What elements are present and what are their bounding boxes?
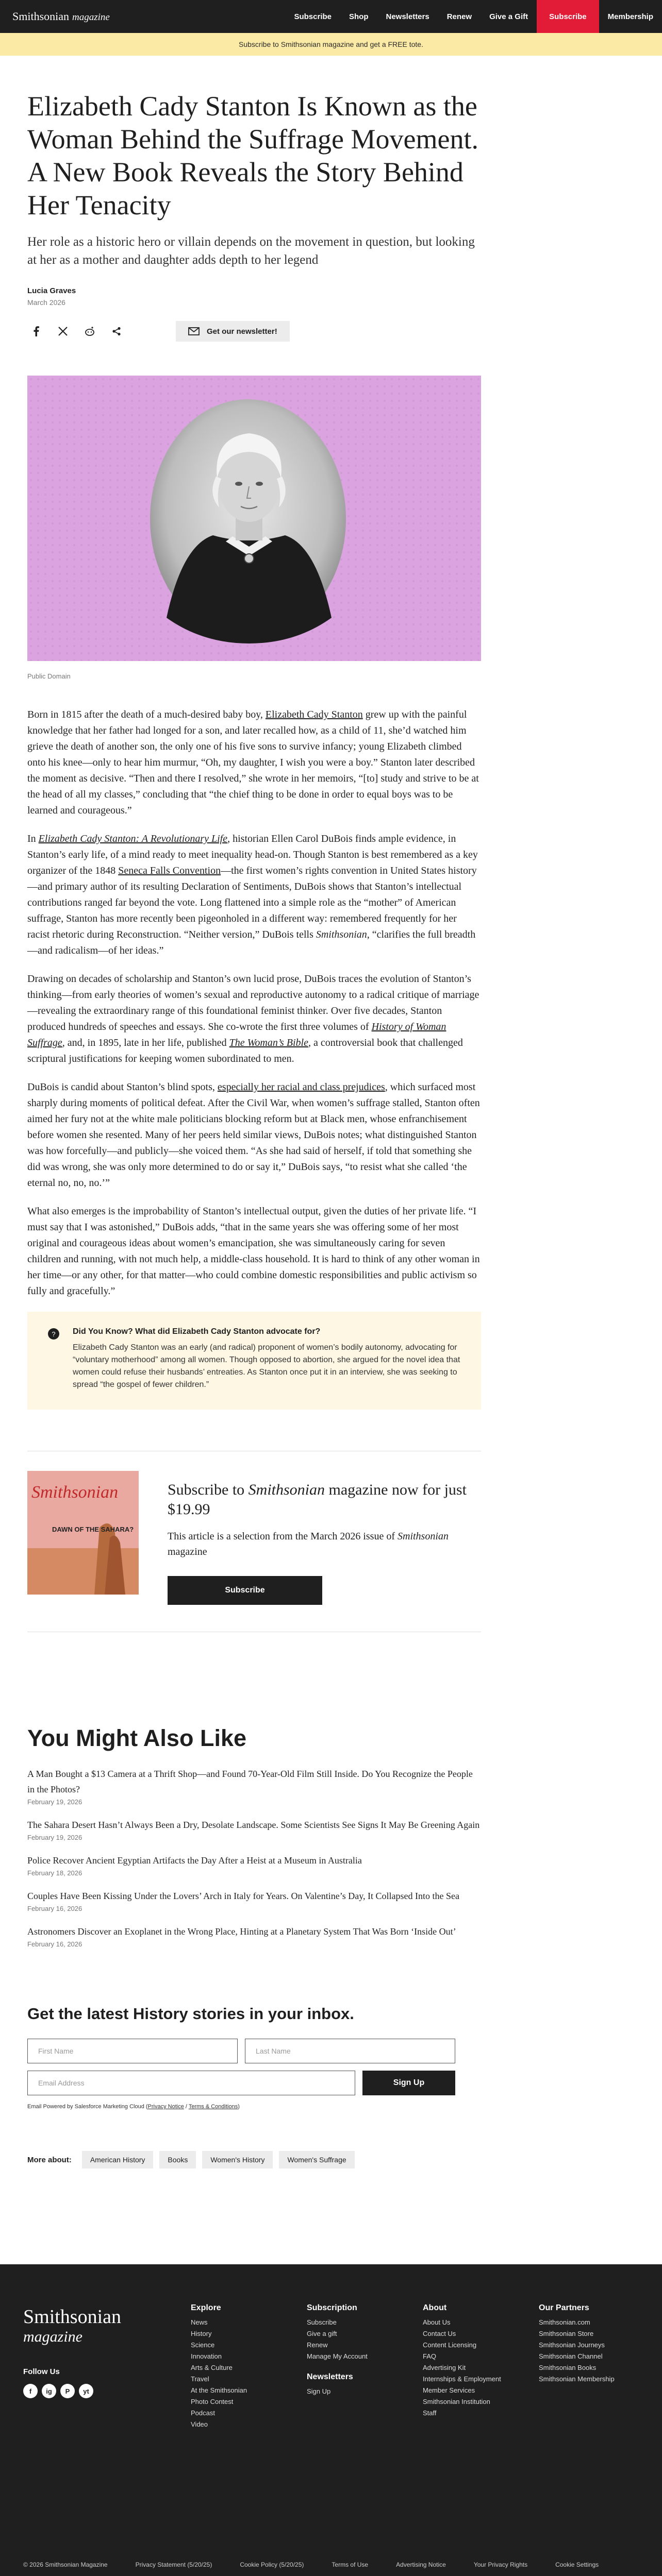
link-book[interactable]: Elizabeth Cady Stanton: A Revolutionary Life — [38, 833, 228, 844]
tag-womens-history[interactable]: Women's History — [202, 2151, 273, 2168]
footer — [0, 2264, 662, 2576]
ymal-item-title[interactable]: The Sahara Desert Hasn’t Always Been a Dry, Desolate Landscape. Some Scientists See Signs It May Be Greening Again — [27, 1820, 480, 1830]
copyright: © 2026 Smithsonian Magazine — [23, 2561, 108, 2568]
footer-link[interactable]: Member Services — [423, 2386, 475, 2394]
footer-link[interactable]: Video — [191, 2420, 208, 2428]
footer-link[interactable]: Internships & Employment — [423, 2375, 501, 2383]
name-row — [27, 2039, 455, 2063]
footer-link[interactable]: Photo Contest — [191, 2398, 234, 2405]
logo-main: Smithsonian — [12, 10, 70, 23]
text: , a controversial book that challenged scriptural justifications for keeping women subordinated to men. — [27, 1037, 463, 1064]
paragraph — [27, 831, 481, 959]
text: , “clarifies the full breadth—and radicalism—of her ideas.” — [27, 929, 476, 956]
author[interactable]: Lucia Graves — [27, 286, 76, 295]
nav-newsletters[interactable]: Newsletters — [386, 12, 429, 21]
footer-link[interactable]: Smithsonian Books — [539, 2364, 597, 2371]
footer-link[interactable]: Arts & Culture — [191, 2364, 233, 2371]
text-em: Smithsonian — [398, 1531, 449, 1542]
article-body — [27, 707, 481, 1299]
terms-link[interactable]: Terms & Conditions — [188, 2104, 238, 2110]
ymal-title: You Might Also Like — [27, 1725, 246, 1751]
footer-link[interactable]: Contact Us — [423, 2330, 456, 2337]
magazine-cover[interactable] — [27, 1471, 139, 1595]
list-item[interactable] — [27, 1766, 481, 1806]
footer-link[interactable]: Smithsonian.com — [539, 2318, 590, 2326]
footer-link[interactable]: News — [191, 2318, 208, 2326]
sign-up-button[interactable]: Sign Up — [362, 2071, 455, 2095]
text: magazine — [168, 1546, 207, 1557]
facebook-icon[interactable] — [27, 323, 45, 340]
cover-brand: Smithsonian — [31, 1483, 119, 1502]
footer-link[interactable]: Manage My Account — [307, 2352, 368, 2360]
logo[interactable] — [12, 10, 110, 23]
newsletter-signup — [27, 2005, 455, 2110]
subscribe-title — [168, 1480, 481, 1519]
footer-logo[interactable] — [23, 2308, 121, 2346]
footer-col-title: Our Partners — [539, 2303, 589, 2312]
footer-logo-sub: magazine — [23, 2328, 82, 2345]
cookie-policy-link[interactable]: Cookie Policy (5/20/25) — [240, 2561, 304, 2568]
paragraph: What also emerges is the improbability of Stanton’s intellectual output, given the duties of her private life. “I must say that I was astonished,” DuBois adds, “that in the same years she was offering some of her most original and courageous ideas about women’s emancipation, she was simultaneously caring for seven children and running, with not much help, a middle-class household. It is hard to think of any other woman in her time—or any other, for that matter—who could combine domestic responsibilities and public activism so fully and gracefully.” — [27, 1206, 480, 1297]
link-womans-bible[interactable]: The Woman’s Bible — [229, 1037, 308, 1048]
text: Subscribe to — [168, 1481, 249, 1498]
nav-subscribe[interactable]: Subscribe — [294, 12, 332, 21]
text: Email Powered by Salesforce Marketing Cloud ( — [27, 2104, 148, 2110]
callout-text: Elizabeth Cady Stanton was an early (and radical) proponent of women’s bodily autonomy, advocating for “voluntary motherhood” among all women. Though opposed to abortion, she argued for the novel idea that women could refuse their husbands’ entreaties. As Stanton once put it in an interview, she was seeking to spread “the gospel of fewer children.” — [73, 1343, 460, 1389]
footer-link[interactable]: Innovation — [191, 2352, 222, 2360]
newsletter-button[interactable] — [176, 321, 290, 342]
email-row — [27, 2071, 455, 2095]
subscribe-box-button[interactable]: Subscribe — [168, 1576, 322, 1605]
newsletter-button-label: Get our newsletter! — [207, 327, 277, 336]
text-em: Smithsonian — [316, 929, 367, 940]
footer-link[interactable]: History — [191, 2330, 212, 2337]
ymal-item-date: February 16, 2026 — [27, 1940, 82, 1948]
ymal-list — [27, 1766, 481, 1948]
footer-link[interactable]: Smithsonian Journeys — [539, 2341, 605, 2349]
image-credit: Public Domain — [27, 672, 71, 680]
ymal-item-date: February 19, 2026 — [27, 1798, 82, 1806]
subscribe-button[interactable]: Subscribe — [537, 0, 599, 33]
link-stanton[interactable]: Elizabeth Cady Stanton — [265, 709, 363, 720]
subscribe-box — [27, 1451, 481, 1632]
footer-link[interactable]: Smithsonian Channel — [539, 2352, 603, 2360]
cookie-settings-link[interactable]: Cookie Settings — [555, 2561, 599, 2568]
privacy-notice-link[interactable]: Privacy Notice — [147, 2104, 184, 2110]
footer-link[interactable]: Travel — [191, 2375, 209, 2383]
nav-links — [285, 0, 662, 33]
cover-headline: DAWN OF THE SAHARA? — [52, 1526, 134, 1533]
text: —the first women’s rights convention in United States history—and primary author of its resulting Declaration of Sentiments, DuBois shows that Stanton’s intellectual contributions ranged far beyond the vote. Long flattened into a simple role as the “mother” of American suffrage, Stanton has more recently been pigeonholed in a different way: remembered frequently for her racist rhetoric during Reconstruction. “Neither version,” DuBois tells — [27, 865, 477, 940]
footer-link[interactable]: Advertising Kit — [423, 2364, 466, 2371]
link-prejudices[interactable]: especially her racial and class prejudices — [217, 1081, 385, 1093]
ymal-item-title[interactable]: Astronomers Discover an Exoplanet in the Wrong Place, Hinting at a Planetary System That Was Born ‘Inside Out’ — [27, 1926, 456, 1937]
did-you-know-callout — [27, 1312, 481, 1410]
paragraph — [27, 971, 481, 1067]
nav-shop[interactable]: Shop — [349, 12, 369, 21]
last-name-input[interactable]: Last Name — [245, 2039, 455, 2063]
link-seneca-falls[interactable]: Seneca Falls Convention — [118, 865, 221, 876]
footer-link[interactable]: Smithsonian Membership — [539, 2375, 615, 2383]
footer-link[interactable]: Science — [191, 2341, 215, 2349]
list-item[interactable] — [27, 1888, 481, 1912]
newsletter-legal — [27, 2104, 455, 2110]
newsletter-title: Get the latest History stories in your inbox. — [27, 2005, 354, 2023]
subscribe-desc — [168, 1529, 481, 1560]
first-name-input[interactable]: First Name — [27, 2039, 238, 2063]
ymal-item-date: February 18, 2026 — [27, 1869, 82, 1877]
more-about-label: More about: — [27, 2155, 72, 2164]
text: In — [27, 833, 39, 844]
privacy-statement-link[interactable]: Privacy Statement (5/20/25) — [135, 2561, 212, 2568]
text: ) — [238, 2104, 240, 2110]
callout-title: Did You Know? What did Elizabeth Cady Stanton advocate for? — [73, 1327, 321, 1336]
text: DuBois is candid about Stanton’s blind spots, — [27, 1081, 218, 1093]
terms-of-use-link[interactable]: Terms of Use — [332, 2561, 369, 2568]
ymal-item-title[interactable]: Police Recover Ancient Egyptian Artifacts the Day After a Heist at a Museum in Australia — [27, 1855, 362, 1866]
footer-link[interactable]: At the Smithsonian — [191, 2386, 247, 2394]
nav-renew[interactable]: Renew — [446, 12, 472, 21]
text: Born in 1815 after the death of a much-desired baby boy, — [27, 709, 266, 720]
share-icon[interactable] — [108, 323, 125, 340]
more-about — [27, 2151, 662, 2168]
text-em: Smithsonian — [248, 1481, 325, 1498]
footer-col-title: Explore — [191, 2303, 221, 2312]
hero-image[interactable] — [27, 376, 481, 661]
publish-date: March 2026 — [27, 298, 65, 307]
list-item[interactable] — [27, 1924, 481, 1948]
logo-sub: magazine — [72, 12, 110, 23]
tag-books[interactable]: Books — [159, 2151, 196, 2168]
advertising-notice-link[interactable]: Advertising Notice — [396, 2561, 446, 2568]
promo-banner[interactable]: Subscribe to Smithsonian magazine and get a FREE tote. — [0, 33, 662, 56]
reddit-icon[interactable] — [81, 323, 98, 340]
footer-explore — [191, 2302, 247, 2430]
top-nav — [0, 0, 662, 33]
envelope-icon — [188, 327, 200, 335]
paragraph — [27, 1079, 481, 1191]
headline: Elizabeth Cady Stanton Is Known as the Woman Behind the Suffrage Movement. A New Book Reveals the Story Behind Her Tenacity — [27, 91, 478, 221]
ymal-item-date: February 19, 2026 — [27, 1834, 82, 1841]
list-item[interactable] — [27, 1817, 481, 1841]
youtube-icon[interactable]: yt — [79, 2384, 93, 2398]
pinterest-icon[interactable]: P — [60, 2384, 75, 2398]
social-links — [23, 2384, 93, 2398]
text: , and, in 1895, late in her life, published — [62, 1037, 229, 1048]
ymal-item-title[interactable]: A Man Bought a $13 Camera at a Thrift Shop—and Found 70-Year-Old Film Still Inside. Do You Recognize the People in the Photos? — [27, 1769, 473, 1794]
text: , historian Ellen Carol DuBois finds ample evidence, in Stanton’s early life, of a mind ready to meet inequality head-on. Though Stanton is best remembered as a key organizer of the 1848 — [27, 833, 478, 876]
footer-logo-main: Smithsonian — [23, 2306, 122, 2328]
facebook-icon[interactable]: f — [23, 2384, 38, 2398]
tag-american-history[interactable]: American History — [82, 2151, 154, 2168]
x-icon[interactable] — [54, 323, 72, 340]
ymal-item-title[interactable]: Couples Have Been Kissing Under the Lovers’ Arch in Italy for Years. On Valentine’s Day, It Collapsed Into the Sea — [27, 1891, 459, 1901]
footer-col-title: Subscription — [307, 2303, 357, 2312]
footer-link[interactable]: Smithsonian Institution — [423, 2398, 490, 2405]
footer-link[interactable]: Renew — [307, 2341, 328, 2349]
ymal-item-date: February 16, 2026 — [27, 1905, 82, 1912]
footer-bottom — [0, 2561, 662, 2568]
footer-link[interactable]: Give a gift — [307, 2330, 337, 2337]
footer-col-title: Newsletters — [307, 2372, 353, 2381]
footer-col-title: About — [423, 2303, 447, 2312]
dek: Her role as a historic hero or villain depends on the movement in question, but looking at her as a mother and daughter adds depth to her legend — [27, 235, 475, 267]
instagram-icon[interactable]: ig — [42, 2384, 56, 2398]
link-history-suffrage[interactable]: History of Woman Suffrage — [27, 1021, 446, 1048]
text: / — [184, 2104, 189, 2110]
nav-give-gift[interactable]: Give a Gift — [489, 12, 528, 21]
footer-link[interactable]: Podcast — [191, 2409, 215, 2417]
question-icon: ? — [48, 1328, 59, 1340]
article — [27, 90, 481, 1632]
text: This article is a selection from the March 2026 issue of — [168, 1531, 398, 1542]
tag-womens-suffrage[interactable]: Women's Suffrage — [279, 2151, 354, 2168]
share-bar — [27, 321, 481, 342]
text: , which surfaced most sharply during moments of political defeat. After the Civil War, when women’s suffrage stalled, Stanton often aimed her fury not at the white male politicians blocking reform but at Black men, whose enfranchisement before women she resented. Many of her peers held similar views, DuBois notes; what distinguished Stanton was how forcefully—and publicly—she voiced them. “As she had said of herself, if told that something she did was wrong, she was only more determined to do or say it,” DuBois says, “to resist what she called ‘the eternal no, no, no.’” — [27, 1081, 480, 1189]
footer-link[interactable]: Smithsonian Store — [539, 2330, 594, 2337]
footer-link[interactable]: About Us — [423, 2318, 451, 2326]
footer-link[interactable]: Content Licensing — [423, 2341, 477, 2349]
paragraph — [27, 707, 481, 819]
footer-link[interactable]: Sign Up — [307, 2387, 331, 2395]
footer-link[interactable]: Subscribe — [307, 2318, 337, 2326]
footer-link[interactable]: FAQ — [423, 2352, 437, 2360]
text: Drawing on decades of scholarship and Stanton’s own lucid prose, DuBois traces the evolution of Stanton’s thinking—from early theories of women’s sexual and reproductive autonomy to a radical critique of marriage—revealing the extraordinary range of this foundational feminist thinker. Over five decades, Stanton produced hundreds of speeches and essays. She co-wrote the first three volumes of — [27, 973, 479, 1032]
footer-link[interactable]: Staff — [423, 2409, 437, 2417]
follow-us: Follow Us — [23, 2367, 60, 2376]
text: magazine now for just $19.99 — [168, 1481, 467, 1518]
footer-subscription — [307, 2302, 368, 2397]
email-input[interactable]: Email Address — [27, 2071, 355, 2095]
nav-membership[interactable]: Membership — [607, 12, 653, 21]
list-item[interactable] — [27, 1853, 481, 1877]
footer-about — [423, 2302, 501, 2419]
privacy-rights-link[interactable]: Your Privacy Rights — [473, 2561, 528, 2568]
text: grew up with the painful knowledge that her father had longed for a son, and later recalled how, as a child of 11, she’d watched him grieve the death of another son, the only one of his five sons to survive infancy; young Elizabeth climbed onto his knee—only to hear him murmur, “Oh, my daughter, I wish you were a boy.” Stanton later described the moment as decisive. “Then and there I resolved,” she wrote in her memoirs, “[to] study and strive to be at the head of all my classes,” concluding that “the chief thing to be done in order to equal boys was to be learned and courageous.” — [27, 709, 479, 816]
footer-partners — [539, 2302, 615, 2385]
